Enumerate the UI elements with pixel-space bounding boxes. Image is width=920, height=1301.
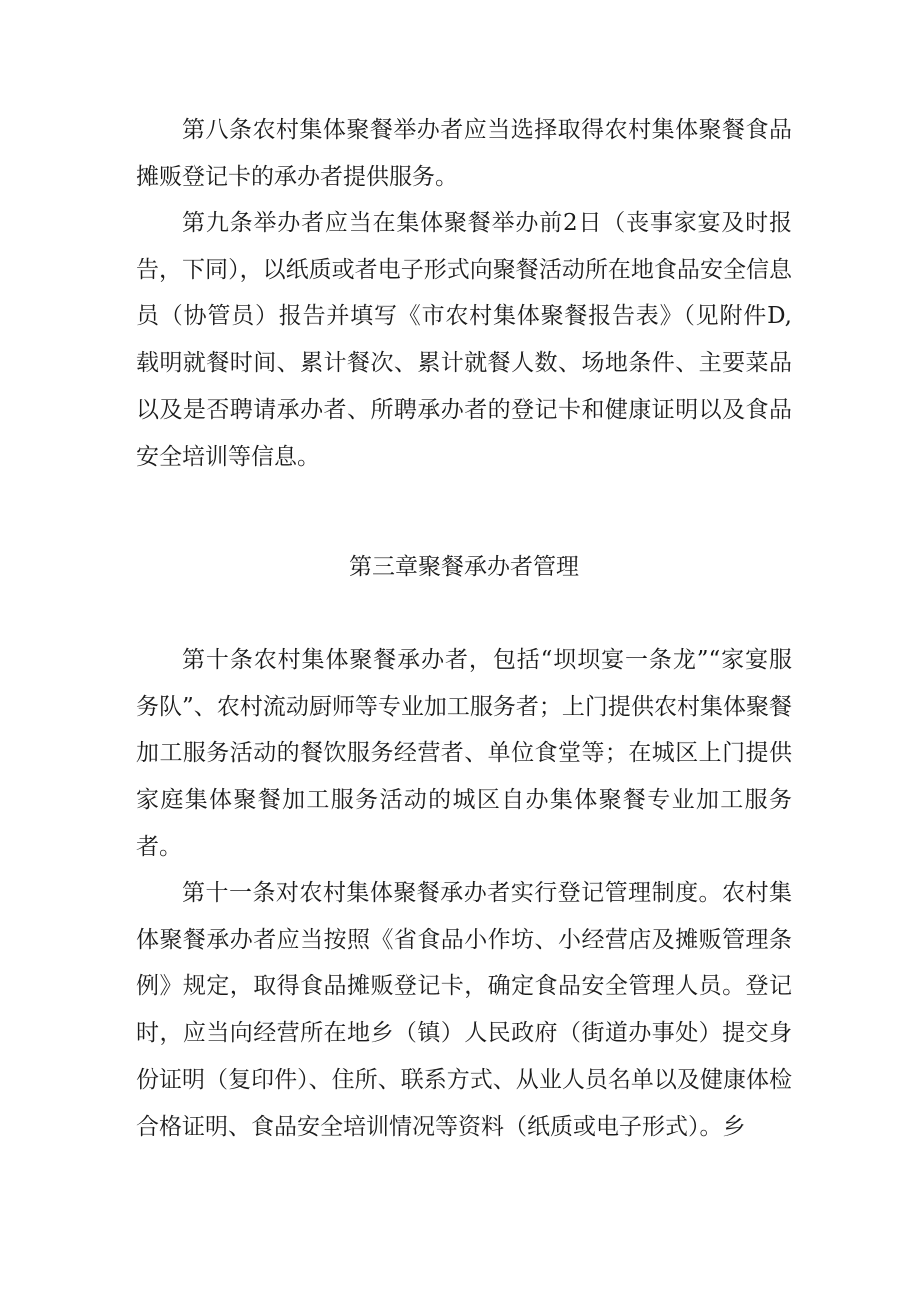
article-11 — [136, 870, 792, 1150]
article-paragraph: 第十一条对农村集体聚餐承办者实行登记管理制度。农村集体聚餐承办者应当按照《省食品小作坊、小经营店及摊贩管理条例》规定，取得食品摊贩登记卡，确定食品安全管理人员。登记时，应当向经营所在地乡（镇）人民政府（街道办事处）提交身份证明（复印件）、住所、联系方式、从业人员名单以及健康体检合格证明、食品安全培训情况等资料（纸质或电子形式）。乡 — [136, 880, 792, 1140]
article-9 — [136, 200, 792, 480]
article-paragraph: 第八条农村集体聚餐举办者应当选择取得农村集体聚餐食品摊贩登记卡的承办者提供服务。 — [136, 117, 792, 190]
article-paragraph: 第十条农村集体聚餐承办者，包括“坝坝宴一条龙”“家宴服务队”、农村流动厨师等专业加工服务者；上门提供农村集体聚餐加工服务活动的餐饮服务经营者、单位食堂等；在城区上门提供家庭集体聚餐加工服务活动的城区自办集体聚餐专业加工服务者。 — [136, 647, 792, 860]
article-10 — [136, 637, 792, 871]
article-8 — [136, 107, 792, 200]
chapter-heading: 第三章聚餐承办者管理 — [349, 554, 579, 580]
article-paragraph: 第九条举办者应当在集体聚餐举办前2日（丧事家宴及时报告，下同），以纸质或者电子形式向聚餐活动所在地食品安全信息员（协管员）报告并填写《市农村集体聚餐报告表》（见附件D,载明就餐时间、累计餐次、累计就餐人数、场地条件、主要菜品以及是否聘请承办者、所聘承办者的登记卡和健康证明以及食品安全培训等信息。 — [136, 210, 792, 470]
